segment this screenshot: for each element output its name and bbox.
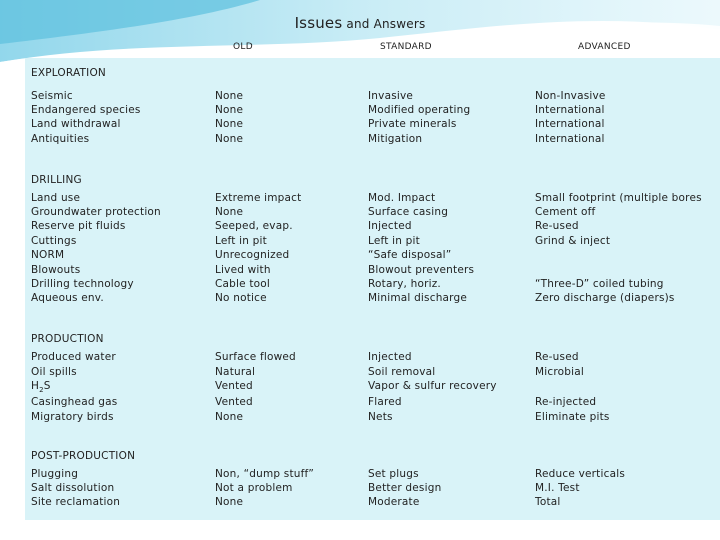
table-cell: Invasive (368, 90, 414, 102)
table-cell: Natural (215, 366, 256, 378)
table-cell: International (535, 104, 605, 116)
table-cell: Re-used (535, 220, 579, 232)
table-cell: Eliminate pits (535, 411, 610, 423)
table-cell: Injected (368, 220, 412, 232)
table-cell: Unrecognized (215, 249, 290, 261)
table-cell: None (215, 133, 244, 145)
table-cell: Surface flowed (215, 351, 296, 363)
table-cell: Reserve pit fluids (31, 220, 126, 232)
table-cell: No notice (215, 292, 267, 304)
table-cell: Blowout preventers (368, 264, 475, 276)
table-cell: Not a problem (215, 482, 293, 494)
table-cell: Seismic (31, 90, 73, 102)
table-cell: Reduce verticals (535, 468, 625, 480)
table-cell: Nets (368, 411, 393, 423)
table-cell: Salt dissolution (31, 482, 115, 494)
section-header-drilling: DRILLING (31, 174, 82, 186)
table-cell: NORM (31, 249, 65, 261)
section-header-exploration: EXPLORATION (31, 67, 106, 79)
table-cell: Soil removal (368, 366, 436, 378)
table-cell: Land withdrawal (31, 118, 121, 130)
table-cell: Cable tool (215, 278, 271, 290)
page-title (0, 14, 720, 32)
table-cell: Left in pit (368, 235, 420, 247)
table-cell: None (215, 90, 244, 102)
table-cell: Flared (368, 396, 402, 408)
table-cell: Drilling technology (31, 278, 134, 290)
table-cell: Seeped, evap. (215, 220, 293, 232)
table-cell: Mod. Impact (368, 192, 436, 204)
table-cell: Small footprint (multiple bores (535, 192, 702, 204)
table-cell: Vented (215, 396, 253, 408)
table-cell: Re-used (535, 351, 579, 363)
table-cell: Casinghead gas (31, 396, 118, 408)
table-cell: International (535, 118, 605, 130)
table-cell: Non, “dump stuff” (215, 468, 315, 480)
table-cell: Vented (215, 380, 253, 392)
title-sub: and Answers (342, 17, 426, 31)
table-cell: Blowouts (31, 264, 81, 276)
section-header-production: PRODUCTION (31, 333, 104, 345)
table-cell: None (215, 104, 244, 116)
column-header-old: OLD (233, 42, 253, 52)
table-cell: “Safe disposal” (368, 249, 452, 261)
table-cell: Cement off (535, 206, 596, 218)
table-cell: Cuttings (31, 235, 77, 247)
table-cell: Grind & inject (535, 235, 611, 247)
table-cell: Groundwater protection (31, 206, 161, 218)
table-cell: None (215, 496, 244, 508)
table-cell: Produced water (31, 351, 116, 363)
table-cell: Endangered species (31, 104, 141, 116)
table-cell: Lived with (215, 264, 271, 276)
title-main: Issues (294, 14, 343, 32)
table-cell: M.I. Test (535, 482, 580, 494)
table-cell: None (215, 118, 244, 130)
table-cell: Mitigation (368, 133, 423, 145)
table-cell: Set plugs (368, 468, 419, 480)
table-cell: Injected (368, 351, 412, 363)
table-cell: Left in pit (215, 235, 267, 247)
table-cell: Moderate (368, 496, 420, 508)
table-cell: Better design (368, 482, 442, 494)
table-cell: Surface casing (368, 206, 449, 218)
table-cell: Oil spills (31, 366, 77, 378)
table-cell: Modified operating (368, 104, 471, 116)
table-cell: Site reclamation (31, 496, 121, 508)
table-cell: Non-Invasive (535, 90, 606, 102)
table-cell: Vapor & sulfur recovery (368, 380, 497, 392)
section-header-post-production: POST-PRODUCTION (31, 450, 136, 462)
table-cell: Rotary, horiz. (368, 278, 441, 290)
table-cell: None (215, 411, 244, 423)
table-cell: Re-injected (535, 396, 597, 408)
table-cell: Zero discharge (diapers)s (535, 292, 675, 304)
table-cell: $H_2S$ (31, 380, 51, 395)
table-cell: “Three-D” coiled tubing (535, 278, 664, 290)
table-cell: Land use (31, 192, 81, 204)
table-cell: Total (535, 496, 561, 508)
table-cell: Antiquities (31, 133, 90, 145)
column-header-standard: STANDARD (380, 42, 432, 52)
table-cell: None (215, 206, 244, 218)
table-cell: Minimal discharge (368, 292, 468, 304)
column-header-advanced: ADVANCED (578, 42, 631, 52)
table-cell: Aqueous env. (31, 292, 104, 304)
table-cell: Plugging (31, 468, 79, 480)
table-cell: International (535, 133, 605, 145)
table-cell: Migratory birds (31, 411, 114, 423)
table-cell: Private minerals (368, 118, 457, 130)
table-cell: Extreme impact (215, 192, 302, 204)
table-cell: Microbial (535, 366, 584, 378)
